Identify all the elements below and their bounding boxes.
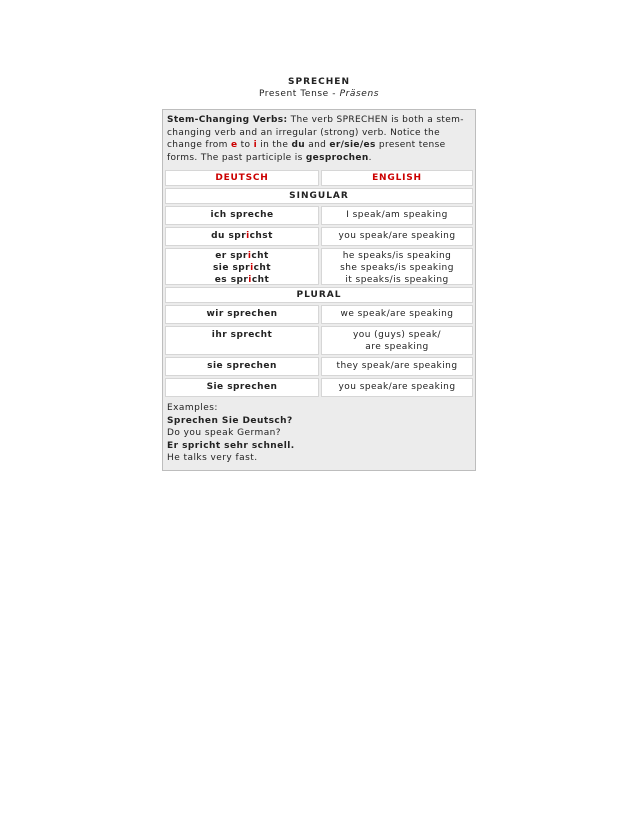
- intro-participle: gesprochen: [305, 152, 369, 163]
- example-1-en: Do you speak German?: [167, 428, 282, 438]
- table-header-row: [165, 170, 473, 186]
- de-er-sie-es: [165, 248, 319, 285]
- de-er-hl: i: [247, 251, 252, 261]
- de-ihr: ihr sprecht: [165, 326, 319, 355]
- example-2-en: He talks very fast.: [167, 453, 258, 463]
- en-du: you speak/are speaking: [321, 227, 473, 246]
- example-1-de: Sprechen Sie Deutsch?: [167, 415, 293, 426]
- plural-label-row: [165, 287, 473, 303]
- singular-label-row: [165, 188, 473, 204]
- de-sie: [166, 263, 318, 275]
- examples-section: [165, 399, 473, 468]
- intro-text-5: present tense forms. The past participle is: [167, 140, 446, 163]
- subtitle-german: Präsens: [339, 89, 380, 99]
- de-sie-post: cht: [253, 262, 272, 273]
- examples-label: Examples:: [167, 403, 218, 413]
- intro-text-6: .: [368, 152, 372, 163]
- intro-text-1: The verb SPRECHEN is both a stem-changing verb and an irregular (strong) verb. Notice the change from: [167, 115, 464, 150]
- en-sie-plural: they speak/are speaking: [321, 357, 473, 376]
- page-title: SPRECHEN: [288, 77, 350, 87]
- en-sie-formal: you speak/are speaking: [321, 378, 473, 397]
- table-row: [165, 206, 473, 225]
- conjugation-box: [162, 109, 476, 471]
- intro-text-3: in the: [257, 140, 292, 150]
- intro-label: Stem-Changing Verbs:: [167, 115, 288, 125]
- de-du-post: chst: [249, 231, 273, 241]
- en-ihr-line1: you (guys) speak/: [352, 330, 442, 340]
- en-ich: I speak/am speaking: [321, 206, 473, 225]
- en-er: he speaks/is speaking: [342, 251, 452, 261]
- de-es: [166, 275, 318, 287]
- en-ihr: [321, 326, 473, 355]
- de-sie-pre: sie spr: [212, 262, 251, 273]
- de-du-pre: du spr: [211, 231, 247, 241]
- intro-text: [165, 112, 473, 168]
- table-row: [165, 227, 473, 246]
- de-es-pre: es spr: [214, 274, 249, 285]
- de-wir: wir sprechen: [165, 305, 319, 324]
- table-row: [165, 326, 473, 355]
- de-sie-plural: sie sprechen: [165, 357, 319, 376]
- table-row: [165, 378, 473, 397]
- plural-label: PLURAL: [165, 287, 473, 303]
- intro-from-letter: e: [231, 140, 238, 150]
- de-sie-formal: Sie sprechen: [165, 378, 319, 397]
- intro-text-4: and: [305, 140, 330, 150]
- intro-to-letter: i: [253, 140, 258, 150]
- subtitle-prefix: Present Tense -: [258, 89, 340, 99]
- en-es: it speaks/is speaking: [345, 274, 449, 285]
- de-du-hl: i: [246, 231, 250, 241]
- singular-label: SINGULAR: [165, 188, 473, 204]
- de-es-post: cht: [251, 274, 270, 285]
- table-row: [165, 357, 473, 376]
- en-wir: we speak/are speaking: [321, 305, 473, 324]
- intro-er-sie-es: er/sie/es: [329, 140, 376, 150]
- table-row: [165, 305, 473, 324]
- en-ihr-line2: are speaking: [365, 342, 429, 352]
- intro-text-2: to: [237, 140, 254, 150]
- header-deutsch: DEUTSCH: [165, 170, 319, 186]
- de-du: [165, 227, 319, 246]
- header-english: ENGLISH: [321, 170, 473, 186]
- de-ich: ich spreche: [165, 206, 319, 225]
- example-2-de: Er spricht sehr schnell.: [167, 440, 295, 451]
- de-er-post: cht: [251, 251, 269, 261]
- de-er-pre: er spr: [215, 251, 248, 261]
- table-row: [165, 248, 473, 285]
- en-er-sie-es: [321, 248, 473, 285]
- intro-du: du: [291, 140, 305, 150]
- de-er: [166, 251, 318, 263]
- en-sie: she speaks/is speaking: [340, 262, 454, 273]
- de-sie-hl: i: [250, 262, 254, 273]
- page-subtitle: [0, 89, 638, 99]
- de-es-hl: i: [248, 274, 252, 285]
